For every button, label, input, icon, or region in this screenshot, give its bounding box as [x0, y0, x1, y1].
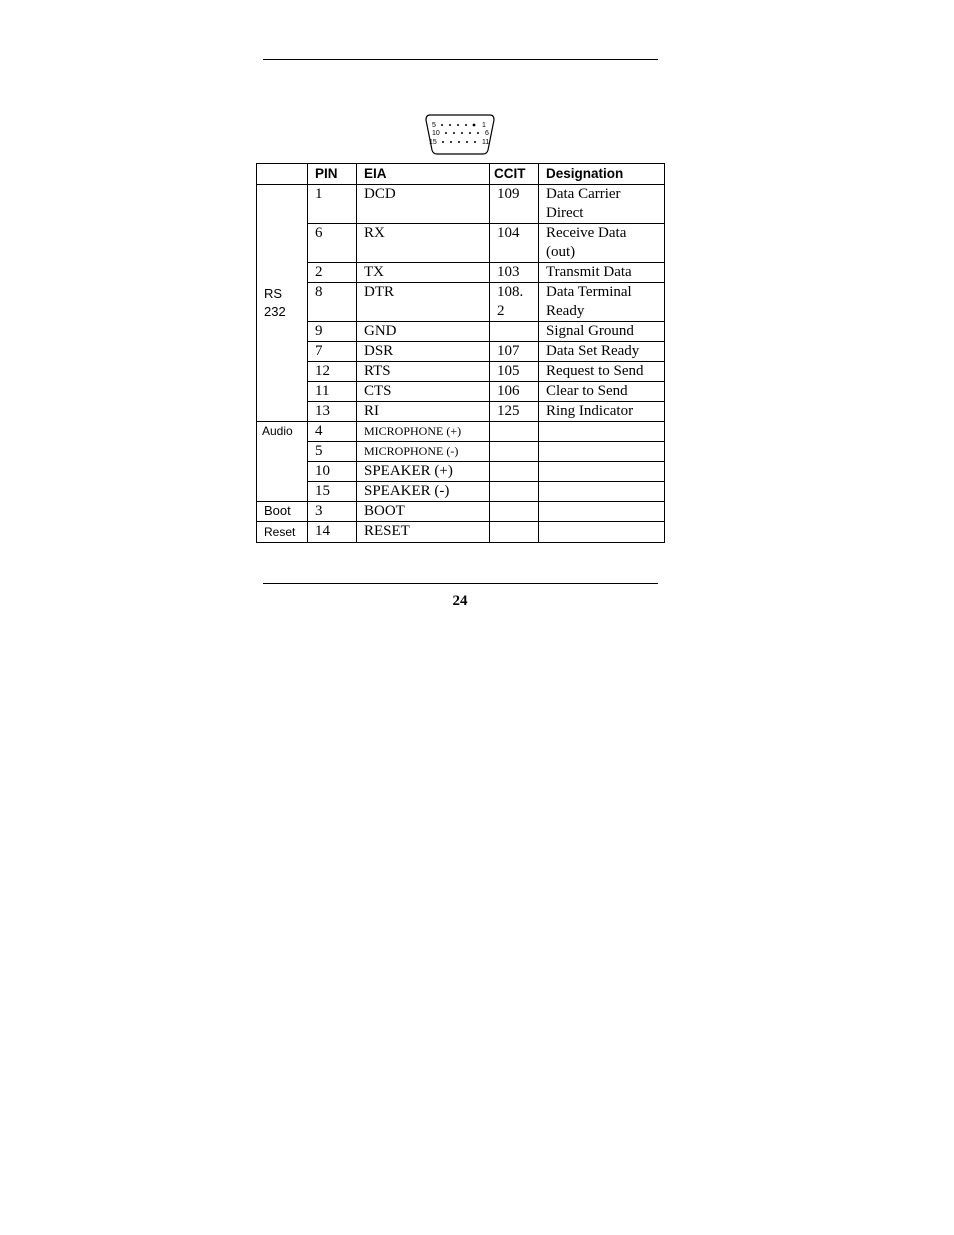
ccit-cell: 125: [490, 402, 539, 422]
connector-label-6: 6: [485, 130, 489, 137]
designation-cell: Clear to Send: [539, 382, 665, 402]
header-pin: PIN: [308, 164, 357, 185]
ccit-cell: 107: [490, 342, 539, 362]
ccit-cell: 108. 2: [490, 283, 539, 322]
eia-cell: SPEAKER (+): [357, 462, 490, 482]
table-row: [257, 185, 665, 224]
pin-cell: 12: [308, 362, 357, 382]
group-audio: Audio: [257, 422, 308, 502]
ccit-cell: 105: [490, 362, 539, 382]
pin-cell: 11: [308, 382, 357, 402]
designation-cell: [539, 502, 665, 522]
pin-cell: 5: [308, 442, 357, 462]
designation-cell: Data Set Ready: [539, 342, 665, 362]
eia-cell: MICROPHONE (+): [357, 422, 490, 442]
connector-label-10: 10: [432, 130, 440, 137]
eia-cell: SPEAKER (-): [357, 482, 490, 502]
pin-cell: 2: [308, 263, 357, 283]
ccit-cell: [490, 442, 539, 462]
db15-connector-icon: [423, 112, 497, 158]
eia-cell: GND: [357, 322, 490, 342]
table-row: [257, 283, 665, 322]
pin-cell: 6: [308, 224, 357, 263]
connector-label-15: 15: [429, 139, 437, 146]
pin-cell: 9: [308, 322, 357, 342]
header-eia: EIA: [357, 164, 490, 185]
table-row: [257, 382, 665, 402]
eia-cell: RESET: [357, 522, 490, 543]
footer-rule: [263, 583, 658, 584]
connector-label-5: 5: [432, 122, 436, 129]
ccit-cell: 109: [490, 185, 539, 224]
ccit-cell: [490, 322, 539, 342]
pin-cell: 3: [308, 502, 357, 522]
eia-cell: RI: [357, 402, 490, 422]
designation-cell: Request to Send: [539, 362, 665, 382]
page-number: 24: [452, 593, 468, 609]
eia-cell: DSR: [357, 342, 490, 362]
table-row: [257, 362, 665, 382]
pin-cell: 1: [308, 185, 357, 224]
designation-cell: [539, 462, 665, 482]
pin-cell: 13: [308, 402, 357, 422]
header-designation: Designation: [539, 164, 665, 185]
pin-cell: 7: [308, 342, 357, 362]
group-reset: Reset: [257, 522, 308, 543]
table-row: [257, 482, 665, 502]
table-row: [257, 402, 665, 422]
eia-cell: CTS: [357, 382, 490, 402]
pinout-table: [256, 163, 665, 543]
designation-cell: Ring Indicator: [539, 402, 665, 422]
eia-cell: BOOT: [357, 502, 490, 522]
table-row: [257, 224, 665, 263]
header-rule: [263, 59, 658, 60]
group-rs232: [257, 185, 308, 422]
pin-cell: 10: [308, 462, 357, 482]
designation-cell: Data Terminal Ready: [539, 283, 665, 322]
table-row: [257, 502, 665, 522]
eia-cell: MICROPHONE (-): [357, 442, 490, 462]
table-row: [257, 342, 665, 362]
table-row: [257, 263, 665, 283]
ccit-cell: 103: [490, 263, 539, 283]
group-boot: Boot: [257, 502, 308, 522]
header-group: [257, 164, 308, 185]
table-row: [257, 322, 665, 342]
designation-cell: Data Carrier Direct: [539, 185, 665, 224]
pin-cell: 4: [308, 422, 357, 442]
eia-cell: DCD: [357, 185, 490, 224]
eia-cell: TX: [357, 263, 490, 283]
designation-cell: Receive Data (out): [539, 224, 665, 263]
designation-cell: Transmit Data: [539, 263, 665, 283]
header-ccit: CCIT: [490, 164, 539, 185]
ccit-cell: 104: [490, 224, 539, 263]
ccit-cell: [490, 482, 539, 502]
ccit-cell: [490, 422, 539, 442]
ccit-cell: [490, 522, 539, 543]
table-row: [257, 442, 665, 462]
designation-cell: [539, 442, 665, 462]
connector-label-11: 11: [482, 139, 490, 146]
eia-cell: RTS: [357, 362, 490, 382]
pin-cell: 8: [308, 283, 357, 322]
eia-cell: RX: [357, 224, 490, 263]
eia-cell: DTR: [357, 283, 490, 322]
designation-cell: [539, 482, 665, 502]
pin-cell: 14: [308, 522, 357, 543]
designation-cell: Signal Ground: [539, 322, 665, 342]
table-row: [257, 462, 665, 482]
table-row: [257, 422, 665, 442]
pin-cell: 15: [308, 482, 357, 502]
ccit-cell: [490, 502, 539, 522]
ccit-cell: [490, 462, 539, 482]
designation-cell: [539, 422, 665, 442]
ccit-cell: 106: [490, 382, 539, 402]
connector-pin-dots: [441, 124, 479, 143]
table-header-row: [257, 164, 665, 185]
connector-label-1: 1: [482, 122, 486, 129]
designation-cell: [539, 522, 665, 543]
table-row: [257, 522, 665, 543]
group-label-rs232: RS 232: [264, 286, 286, 319]
